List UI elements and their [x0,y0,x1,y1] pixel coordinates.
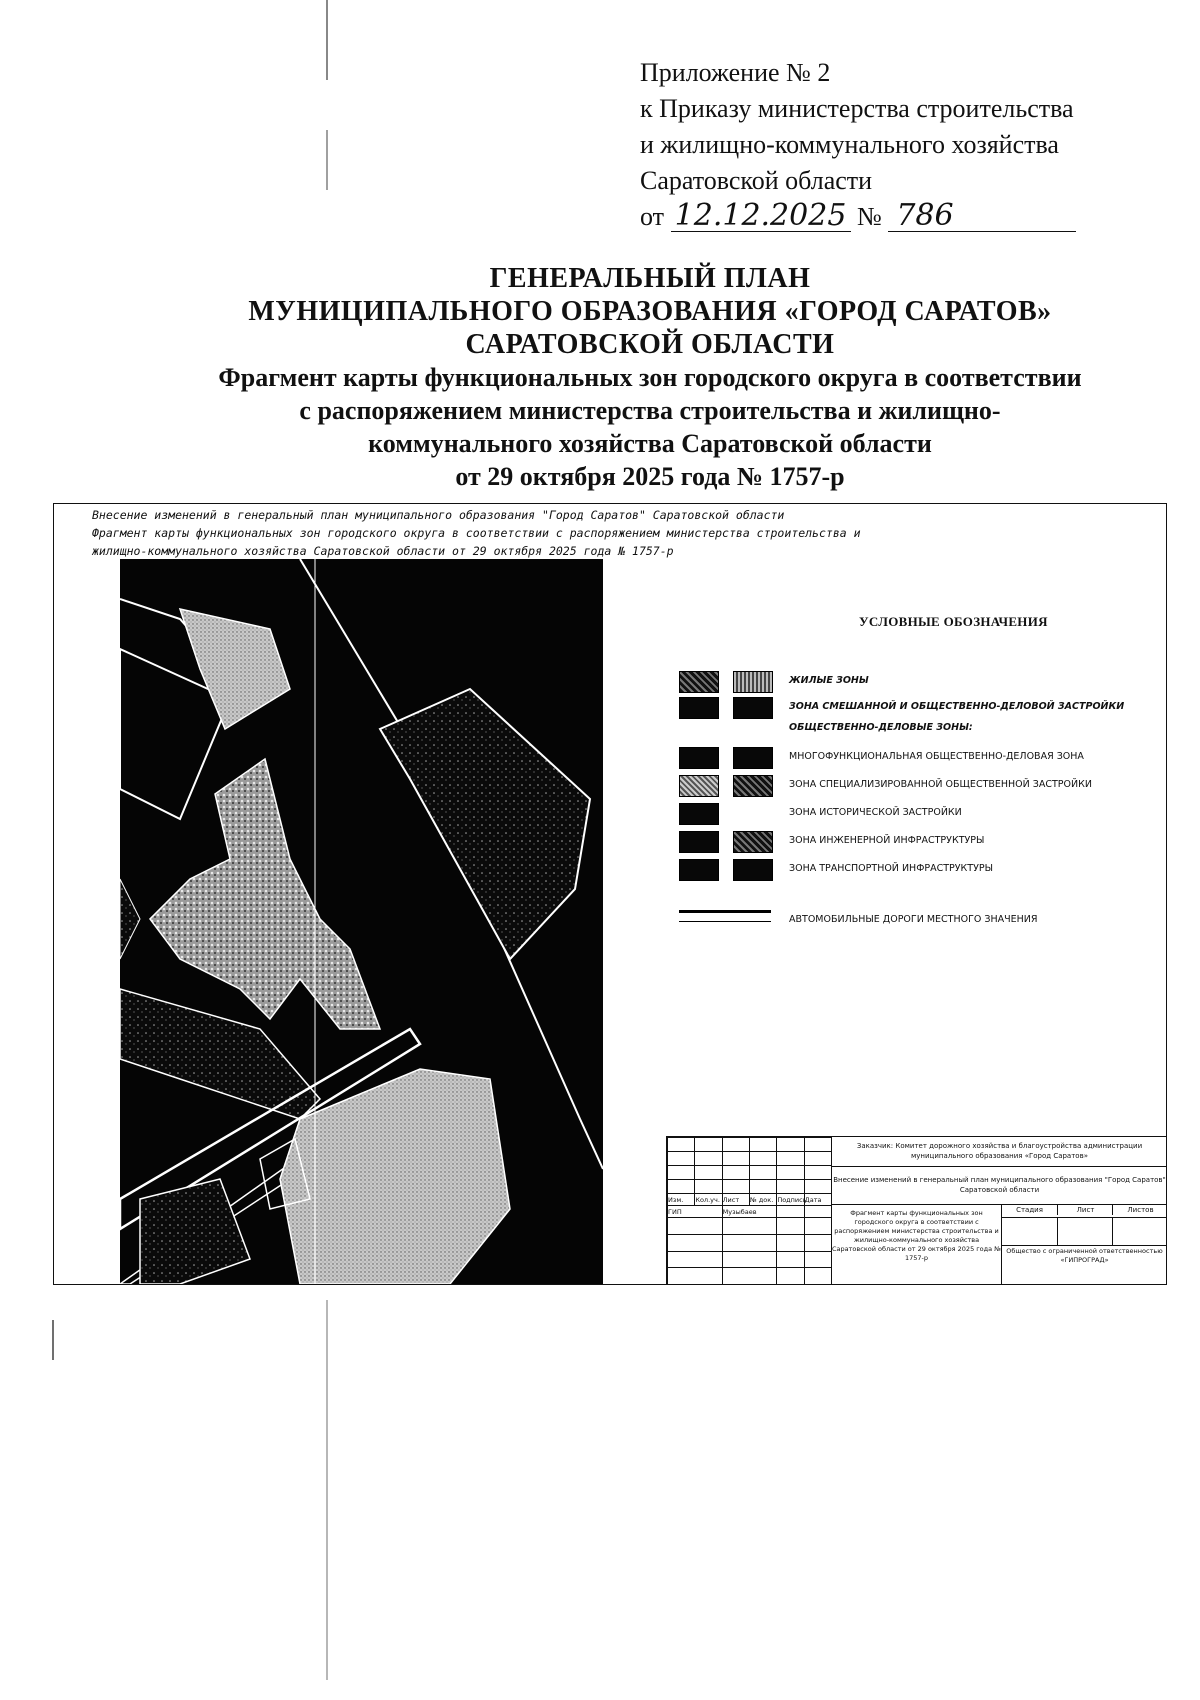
road-symbol [679,910,771,922]
title-line-6: коммунального хозяйства Саратовской области [368,429,932,458]
appendix-line-3: и жилищно-коммунального хозяйства [640,130,1059,159]
stamp-name: Музыбаев [722,1206,777,1218]
title-line-3: САРАТОВСКОЙ ОБЛАСТИ [465,329,835,360]
frame-header-line-1: Внесение изменений в генеральный план муниципального образования "Город Саратов" Саратовской области [92,508,785,522]
stamp-customer: Заказчик: Комитет дорожного хозяйства и благоустройства администрации муниципального образования «Город Саратов» [832,1137,1167,1167]
legend-label: АВТОМОБИЛЬНЫЕ ДОРОГИ МЕСТНОГО ЗНАЧЕНИЯ [789,914,1038,925]
stamp-col-1: Изм. [668,1194,695,1206]
fold-mark [326,0,328,80]
stamp-stage: Стадия [1016,1206,1043,1214]
stamp-sheets: Листов [1112,1205,1168,1215]
legend-swatch [679,697,719,719]
stamp-sheet-title: Фрагмент карты функциональных зон городского округа в соответствии с распоряжением министерства строительства и жилищно-коммунального хозяйства Саратовской области от 29 октября 2025 года № 1757-р [832,1205,1002,1285]
from-label: от [640,202,665,231]
number-label: № [857,202,882,231]
legend-swatch [679,747,719,769]
legend-label: ЗОНА СМЕШАННОЙ И ОБЩЕСТВЕННО-ДЕЛОВОЙ ЗАСТРОЙКИ [789,701,1125,712]
appendix-line-4: Саратовской области [640,166,873,195]
legend-label: ЗОНА СПЕЦИАЛИЗИРОВАННОЙ ОБЩЕСТВЕННОЙ ЗАСТРОЙКИ [789,779,1092,790]
legend-label: ЗОНА ТРАНСПОРТНОЙ ИНФРАСТРУКТУРЫ [789,863,993,874]
legend-swatch [679,671,719,693]
stamp-col-3: Лист [722,1194,749,1206]
title-line-7: от 29 октября 2025 года № 1757-р [455,462,845,491]
map-drawing [120,559,603,1284]
stamp-divider [1057,1217,1113,1245]
appendix-block [640,55,1076,235]
stamp-project: Внесение изменений в генеральный план муниципального образования "Город Саратов" Саратовской области [832,1167,1167,1205]
appendix-line-2: к Приказу министерства строительства [640,94,1074,123]
legend-swatch [679,859,719,881]
legend-label: ЗОНА ИСТОРИЧЕСКОЙ ЗАСТРОЙКИ [789,807,962,818]
stamp-col-6: Дата [804,1194,831,1206]
frame-header-line-3: жилищно-коммунального хозяйства Саратовской области от 29 октября 2025 года № 1757-р [92,544,674,558]
stamp-grid [667,1137,832,1285]
legend-swatch [733,775,773,797]
stamp-right [832,1137,1167,1285]
map-frame [53,503,1167,1285]
document-title [150,262,1150,493]
fold-mark [326,130,328,190]
map-fragment [120,559,603,1284]
legend-swatch [679,803,719,825]
legend-swatch [733,747,773,769]
legend-title: УСЛОВНЫЕ ОБОЗНАЧЕНИЯ [859,614,1048,629]
order-number: 786 [888,201,1076,232]
legend-swatch [733,671,773,693]
title-line-5: с распоряжением министерства строительства и жилищно- [299,396,1001,425]
stamp-col-5: Подпись [777,1195,807,1204]
legend-label: МНОГОФУНКЦИОНАЛЬНАЯ ОБЩЕСТВЕННО-ДЕЛОВАЯ ЗОНА [789,751,1084,762]
stamp-values-row [1002,1217,1167,1246]
legend-swatch [733,859,773,881]
legend-label: ЖИЛЫЕ ЗОНЫ [789,675,869,686]
scan-mark [52,1320,54,1360]
title-line-1: ГЕНЕРАЛЬНЫЙ ПЛАН [489,263,811,294]
stamp-sheet: Лист [1057,1205,1113,1215]
order-date: 12.12.2025 [671,201,851,232]
stamp-divider [1112,1217,1168,1245]
legend-label: ЗОНА ИНЖЕНЕРНОЙ ИНФРАСТРУКТУРЫ [789,835,985,846]
stamp-col-4: № док. [749,1194,776,1206]
appendix-date-line [640,199,1076,235]
legend-swatch [679,831,719,853]
title-line-2: МУНИЦИПАЛЬНОГО ОБРАЗОВАНИЯ «ГОРОД САРАТОВ» [248,296,1052,327]
legend-label: ОБЩЕСТВЕННО-ДЕЛОВЫЕ ЗОНЫ: [789,722,973,733]
frame-header [92,506,861,560]
legend-swatch [733,697,773,719]
title-stamp [666,1136,1167,1285]
frame-header-line-2: Фрагмент карты функциональных зон городского округа в соответствии с распоряжением министерства строительства и [92,526,861,540]
stamp-org: Общество с ограниченной ответственностью «ГИПРОГРАД» [1006,1247,1163,1264]
legend-swatch [679,775,719,797]
fold-mark [326,1300,328,1680]
stamp-gip: ГИП [668,1206,723,1218]
stamp-col-2: Кол.уч. [695,1194,722,1206]
appendix-line-1: Приложение № 2 [640,58,831,87]
legend-swatch [733,831,773,853]
title-line-4: Фрагмент карты функциональных зон городского округа в соответствии [218,363,1082,392]
